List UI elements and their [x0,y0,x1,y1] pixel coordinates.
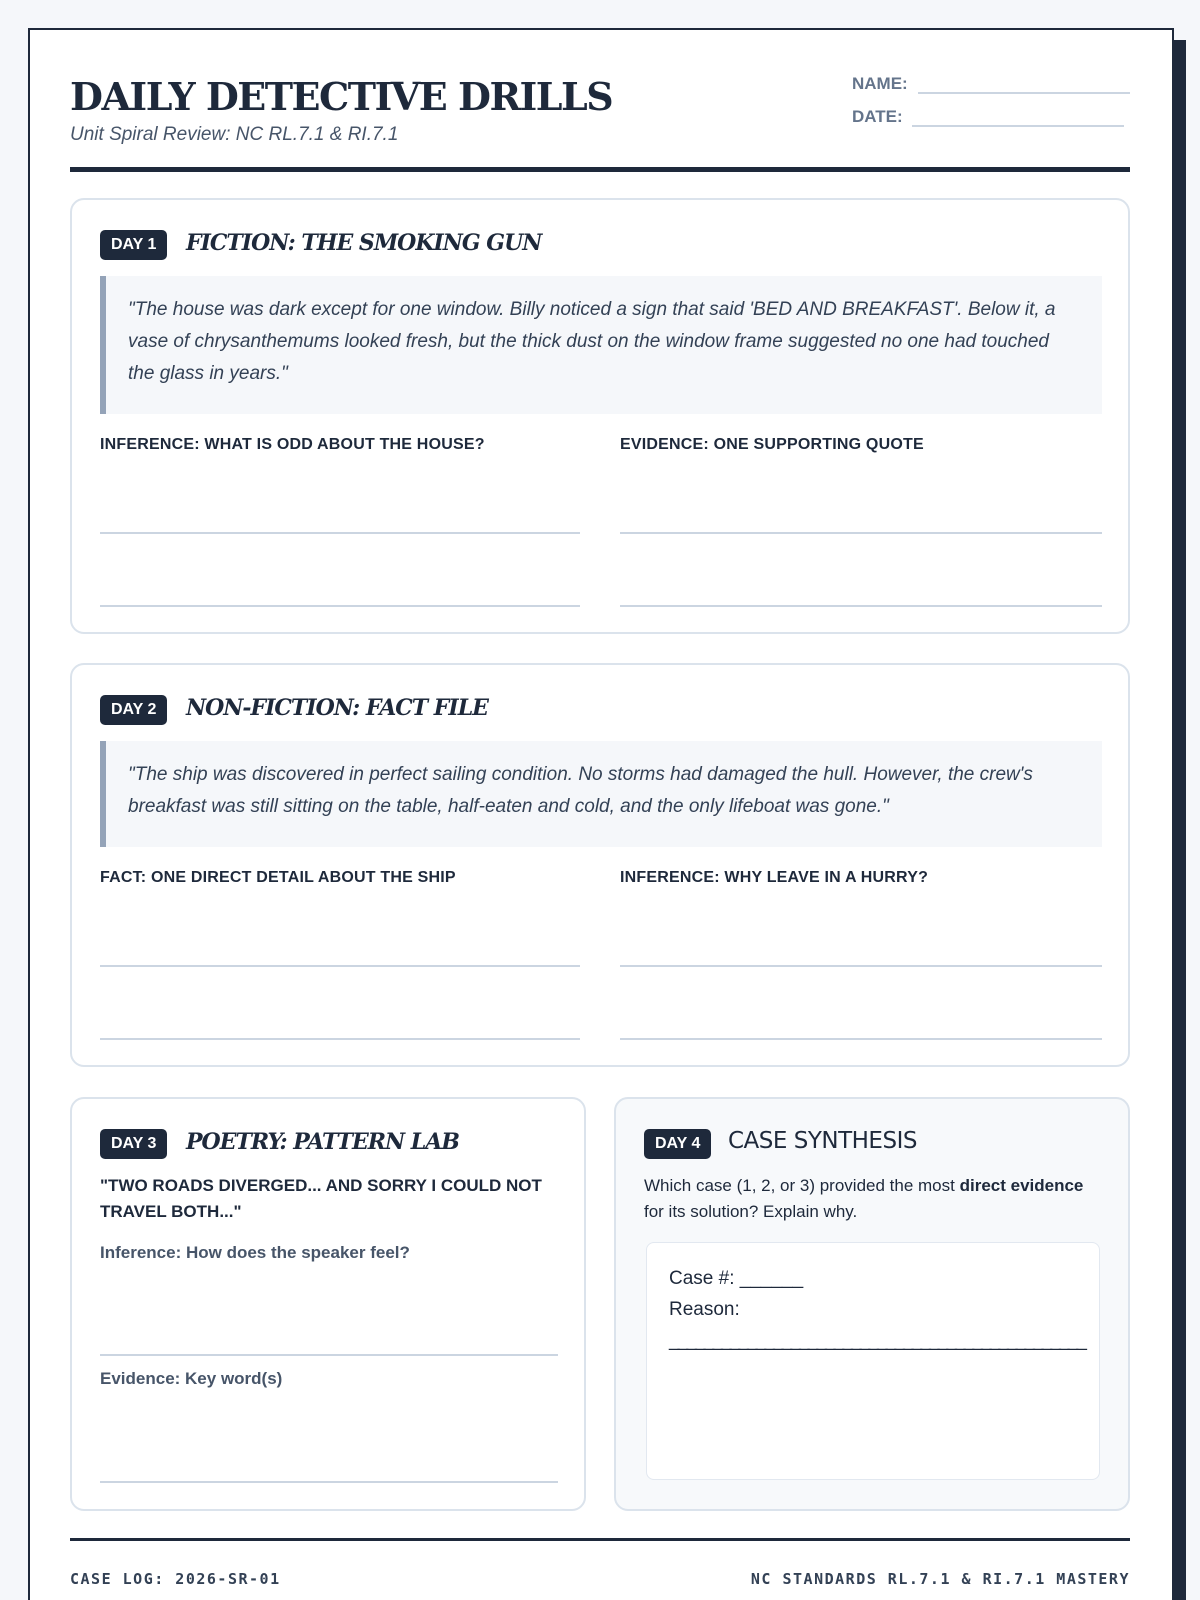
date-field[interactable] [852,107,1132,131]
day2-inference-line-2[interactable] [620,1038,1102,1040]
day4-reason-blank: ________________________________________________ [669,1330,1086,1351]
day4-badge: DAY 4 [644,1129,711,1159]
day4-prompt-text-2: for its solution? Explain why. [644,1202,858,1221]
day3-inference-line[interactable] [100,1354,558,1356]
day4-prompt-bold-2: evidence [1010,1176,1084,1195]
day4-prompt [644,1173,1084,1225]
day1-evidence-line-1[interactable] [620,532,1102,534]
date-line[interactable] [912,125,1124,127]
day2-fact-line-2[interactable] [100,1038,580,1040]
day3-evidence-line[interactable] [100,1481,558,1483]
day2-badge: DAY 2 [100,695,167,725]
name-label: NAME: [852,74,908,93]
day4-card [614,1097,1130,1511]
day4-case-line: Case #: ______ [669,1268,804,1289]
day4-reason-label: Reason: [669,1299,740,1320]
day3-card [70,1097,586,1511]
day2-inference-label: INFERENCE: WHY LEAVE IN A HURRY? [620,869,929,886]
day1-quote: "The house was dark except for one window. Billy noticed a sign that said 'BED AND BREAKFAST'. Below it, a vase of chrysanthemums looked fresh, but the thick dust on the window frame suggested no one had touched the glass in years." [100,276,1102,414]
day2-fact-label: FACT: ONE DIRECT DETAIL ABOUT THE SHIP [100,869,456,886]
page-title: DAILY DETECTIVE DRILLS [70,74,613,119]
day2-card [70,663,1130,1067]
day2-quote: "The ship was discovered in perfect sailing condition. No storms had damaged the hull. However, the crew's breakfast was still sitting on the table, half-eaten and cold, and the only lifeboat was gone." [100,741,1102,847]
day1-evidence-label: EVIDENCE: ONE SUPPORTING QUOTE [620,436,924,453]
day2-inference-line-1[interactable] [620,965,1102,967]
day1-evidence-line-2[interactable] [620,605,1102,607]
name-line[interactable] [918,92,1130,94]
day1-card [70,198,1130,634]
day1-badge: DAY 1 [100,230,167,260]
footer-case-log: CASE LOG: 2026-SR-01 [70,1570,281,1588]
day1-inference-label: INFERENCE: WHAT IS ODD ABOUT THE HOUSE? [100,436,485,453]
day4-answer-box[interactable] [646,1242,1100,1480]
day4-title: CASE SYNTHESIS [728,1128,917,1154]
day3-evidence-label: Evidence: Key word(s) [100,1369,283,1388]
date-label: DATE: [852,107,903,126]
footer-standards: NC STANDARDS RL.7.1 & RI.7.1 MASTERY [750,1570,1130,1588]
footer-divider [70,1538,1130,1541]
day2-title: NON-FICTION: FACT FILE [186,695,488,721]
day2-fact-line-1[interactable] [100,965,580,967]
day1-inference-line-1[interactable] [100,532,580,534]
name-field[interactable] [852,74,1132,98]
day3-title: POETRY: PATTERN LAB [186,1129,459,1155]
day4-prompt-text-1: Which case (1, 2, or 3) provided the most [644,1176,960,1195]
day1-title: FICTION: THE SMOKING GUN [186,230,542,256]
day4-prompt-bold-1: direct [959,1176,1006,1195]
day3-inference-label: Inference: How does the speaker feel? [100,1243,410,1262]
day1-inference-line-2[interactable] [100,605,580,607]
day3-badge: DAY 3 [100,1129,167,1159]
page-subtitle: Unit Spiral Review: NC RL.7.1 & RI.7.1 [70,124,399,145]
day3-poem-quote: "TWO ROADS DIVERGED... AND SORRY I COULD NOT TRAVEL BOTH..." [100,1176,542,1221]
